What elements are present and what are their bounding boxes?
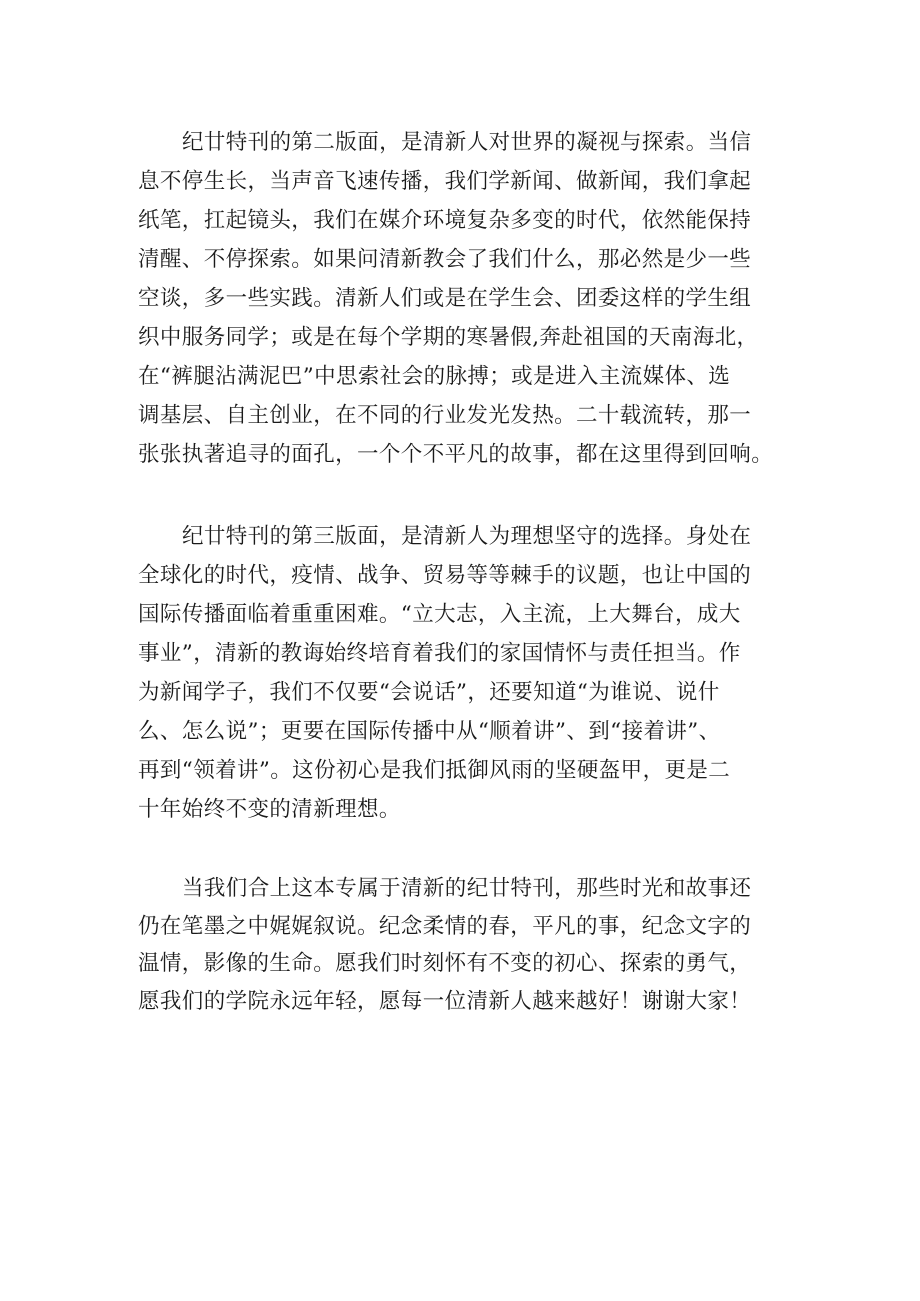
- paragraph-line: 事业”，清新的教诲始终培育着我们的家国情怀与责任担当。作: [138, 641, 741, 666]
- paragraph-line: 纸笔，扛起镜头，我们在媒介环境复杂多变的时代，依然能保持: [138, 208, 752, 233]
- paragraph-line: 十年始终不变的清新理想。: [138, 797, 401, 822]
- paragraph-line: 清醒、不停探索。如果问清新教会了我们什么，那必然是少一些: [138, 247, 752, 272]
- paragraph-line: 全球化的时代，疫情、战争、贸易等等棘手的议题，也让中国的: [138, 563, 752, 588]
- paragraph-line: 么、怎么说”；更要在国际传播中从“顺着讲”、到“接着讲”、: [138, 719, 721, 744]
- paragraph-line: 纪廿特刊的第二版面，是清新人对世界的凝视与探索。当信: [182, 130, 752, 155]
- paragraph-line: 为新闻学子，我们不仅要“会说话”，还要知道“为谁说、说什: [138, 680, 720, 705]
- paragraph-line: 再到“领着讲”。这份初心是我们抵御风雨的坚硬盔甲，更是二: [138, 758, 731, 783]
- paragraph-line: 国际传播面临着重重困难。“立大志，入主流，上大舞台，成大: [138, 602, 741, 627]
- paragraph-line: 在“裤腿沾满泥巴”中思索社会的脉搏；或是进入主流媒体、选: [138, 364, 731, 389]
- paragraph-line: 当我们合上这本专属于清新的纪廿特刊，那些时光和故事还: [182, 876, 752, 901]
- paragraph-line: 调基层、自主创业，在不同的行业发光发热。二十载流转，那一: [138, 403, 752, 428]
- paragraph-line: 张张执著追寻的面孔，一个个不平凡的故事，都在这里得到回响。: [138, 442, 774, 467]
- paragraph-line: 纪廿特刊的第三版面，是清新人为理想坚守的选择。身处在: [182, 524, 752, 549]
- paragraph-line: 织中服务同学；或是在每个学期的寒暑假,奔赴祖国的天南海北，: [138, 325, 759, 350]
- paragraph-line: 空谈，多一些实践。清新人们或是在学生会、团委这样的学生组: [138, 286, 752, 311]
- paragraph-line: 仍在笔墨之中娓娓叙说。纪念柔情的春，平凡的事，纪念文字的: [138, 914, 752, 939]
- paragraph-line: 息不停生长，当声音飞速传播，我们学新闻、做新闻，我们拿起: [138, 169, 752, 194]
- paragraph-line: 愿我们的学院永远年轻，愿每一位清新人越来越好！谢谢大家！: [138, 989, 752, 1014]
- paragraph-line: 温情，影像的生命。愿我们时刻怀有不变的初心、探索的勇气，: [138, 951, 752, 976]
